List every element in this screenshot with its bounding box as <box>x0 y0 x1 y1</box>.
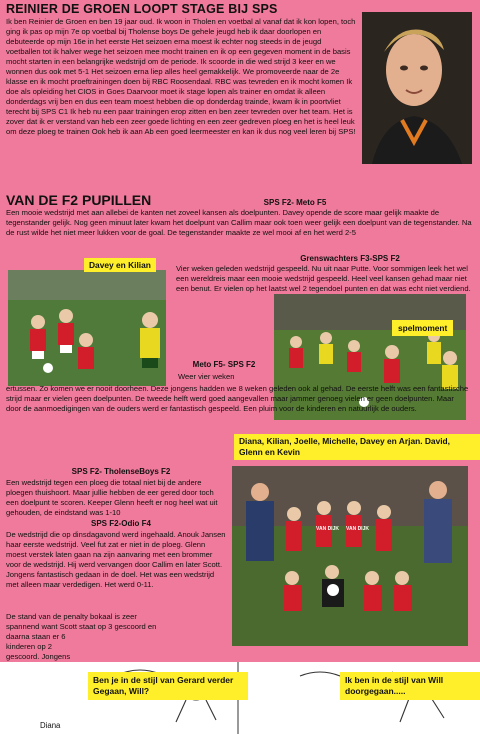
match2-title: Grenswachters F3-SPS F2 <box>300 254 400 263</box>
match3-text-side: Weer vier weken <box>178 372 235 381</box>
caption-davey-kilian: Davey en Kilian <box>84 258 156 272</box>
closing-line-3: daarna staan er 6 <box>6 632 66 641</box>
match2-text: Vier weken geleden wedstrijd gespeeld. Nu uit naar Putte. Voor sommigen leek het wel een wereldreis maar een mooie wedstrijd gespeeld. Heel veel kansen gehad maar niet een benut. Er vielen op het laatst wel 2 tegendoel punten en dat was echt niet verdiend. <box>176 264 471 293</box>
closing-line-5: gescoord. Jongens <box>6 652 71 661</box>
section-title: VAN DE F2 PUPILLEN <box>6 192 152 208</box>
jersey-text-1: VAN DIJK <box>316 526 339 532</box>
cartoon-caption-right: Ik ben in de stijl van Will doorgegaan..... <box>340 672 480 700</box>
portrait-photo <box>362 12 472 164</box>
photo-team <box>232 466 468 646</box>
match3-text: ertussen. Zo komen we er nooit doorheen. Deze jongens hadden we 8 weken geleden ook al gehad. De eerste helft was een fantastische strijd maar er vielen geen doelpunten. De tweede helft werd goed aangevallen maar jammer genoeg vielen er geen doelpunten. Maar door de aanmoedigingen van de ouders werd er fantastisch gespeeld. Een pluim voor de kinderen en natuurlijk de ouders. <box>6 384 469 413</box>
photo-davey-kilian <box>8 260 166 386</box>
match5-title: SPS F2-Odio F4 <box>90 519 151 528</box>
match3-title: Meto F5- SPS F2 <box>192 360 256 369</box>
match1-title: SPS F2- Meto F5 <box>263 198 327 207</box>
closing-line-4: kinderen op 2 <box>6 642 53 651</box>
match4-text: Een wedstrijd tegen een ploeg die totaal niet bij de andere ploegen thuishoort. Maar jullie hebben de eer gered door toch een doelpunt te scoren. Keeper Glenn heeft er nog heel wat uit gehouden, de eindstand was 1-10 <box>6 478 218 517</box>
intro-paragraph: Ik ben Reinier de Groen en ben 19 jaar oud. Ik woon in Tholen en voetbal al vanaf dat ik kon lopen, toch ging ik pas op mijn 7e op voetbal bij Tholense boys De gehele jeugd heb ik daar doorlopen en debuteerde op mijn 16e in het eerste Het seizoen erna moest ik echter nog steeds in de jeugd voetballen tot ik halver wege het seizoen mee mocht trainen en ik op een gegeven moment in de basis mocht starten in een belangrijke wedstrijd om de periode. Ik scoorde in die wed strijd 3 keer en we wonnen dus ook met 5-1 Het seizoen erna liep alles heel gemakkelijk. We promoveerde naar de 2e klasse en ik mocht proeftrainingen doen bij RBC Roosendaal. RBC was tevreden en ik mocht komen Ik doe als opleiding het CIOS in Goes Daarvoor moet ik stage lopen als trainer en omdat ik alleen donderdags vrij ben en dus een team moest hebben die op donderdag trainde, kwam ik in poortvliet terecht bij SPS C1 Ik heb nu een paar trainingen erop zitten en ben zeer tevreden over het team. Het is zover dat ik er verstand van heb een zeer goede lichting en een zeer gedreven ploeg en het is heel leuk om deze ploeg te trainen Ook heb ik aan Ab een goed leermeester en kan ik dus nog veel leren bij SPS! <box>6 17 356 136</box>
cartoon-strip <box>0 662 480 734</box>
match1-text: Een mooie wedstrijd met aan allebei de kanten net zoveel kansen als doelpunten. Davey opende de score maar gelijk maakte de tegenstander gelijk. Nog geen minuut later kwam het doelpunt van Callim maar ook toen weer gelijk een doelpunt van de tegenstander. Na de rust wilde het niet meer lukken voor de goal. De tegenstander maakte ze wel mooi af en het werd 2-5 <box>6 208 472 237</box>
closing-line-1: De stand van de penalty bokaal is zeer <box>6 612 137 621</box>
page-headline: REINIER DE GROEN LOOPT STAGE BIJ SPS <box>6 2 278 16</box>
cartoon-caption-left: Ben je in de stijl van Gerard verder Gegaan, Will? <box>88 672 248 700</box>
closing-line-2: spannend want Scott staat op 3 gescoord en <box>6 622 157 631</box>
signature: Diana <box>40 721 61 730</box>
match5-text: De wedstrijd die op dinsdagavond werd ingehaald. Anouk Jansen haar eerste wedstrijd. Veel fut zat er niet in de ploeg. Glenn moest verstek laten gaan na zijn aanvaring met een brommer voor de wedstrijd. Hij werd vervangen door Callim en later Scott. Jongens fantastisch gedaan in de doel. Het was een wedstrijd met alleen maar verdedigen. Het werd 0-11. <box>6 530 226 589</box>
caption-spelmoment: spelmoment <box>392 320 453 336</box>
caption-team: Diana, Kilian, Joelle, Michelle, Davey en Arjan. David, Glenn en Kevin <box>234 434 480 460</box>
jersey-text-2: VAN DIJK <box>346 526 369 532</box>
match4-title: SPS F2- TholenseBoys F2 <box>71 467 171 476</box>
